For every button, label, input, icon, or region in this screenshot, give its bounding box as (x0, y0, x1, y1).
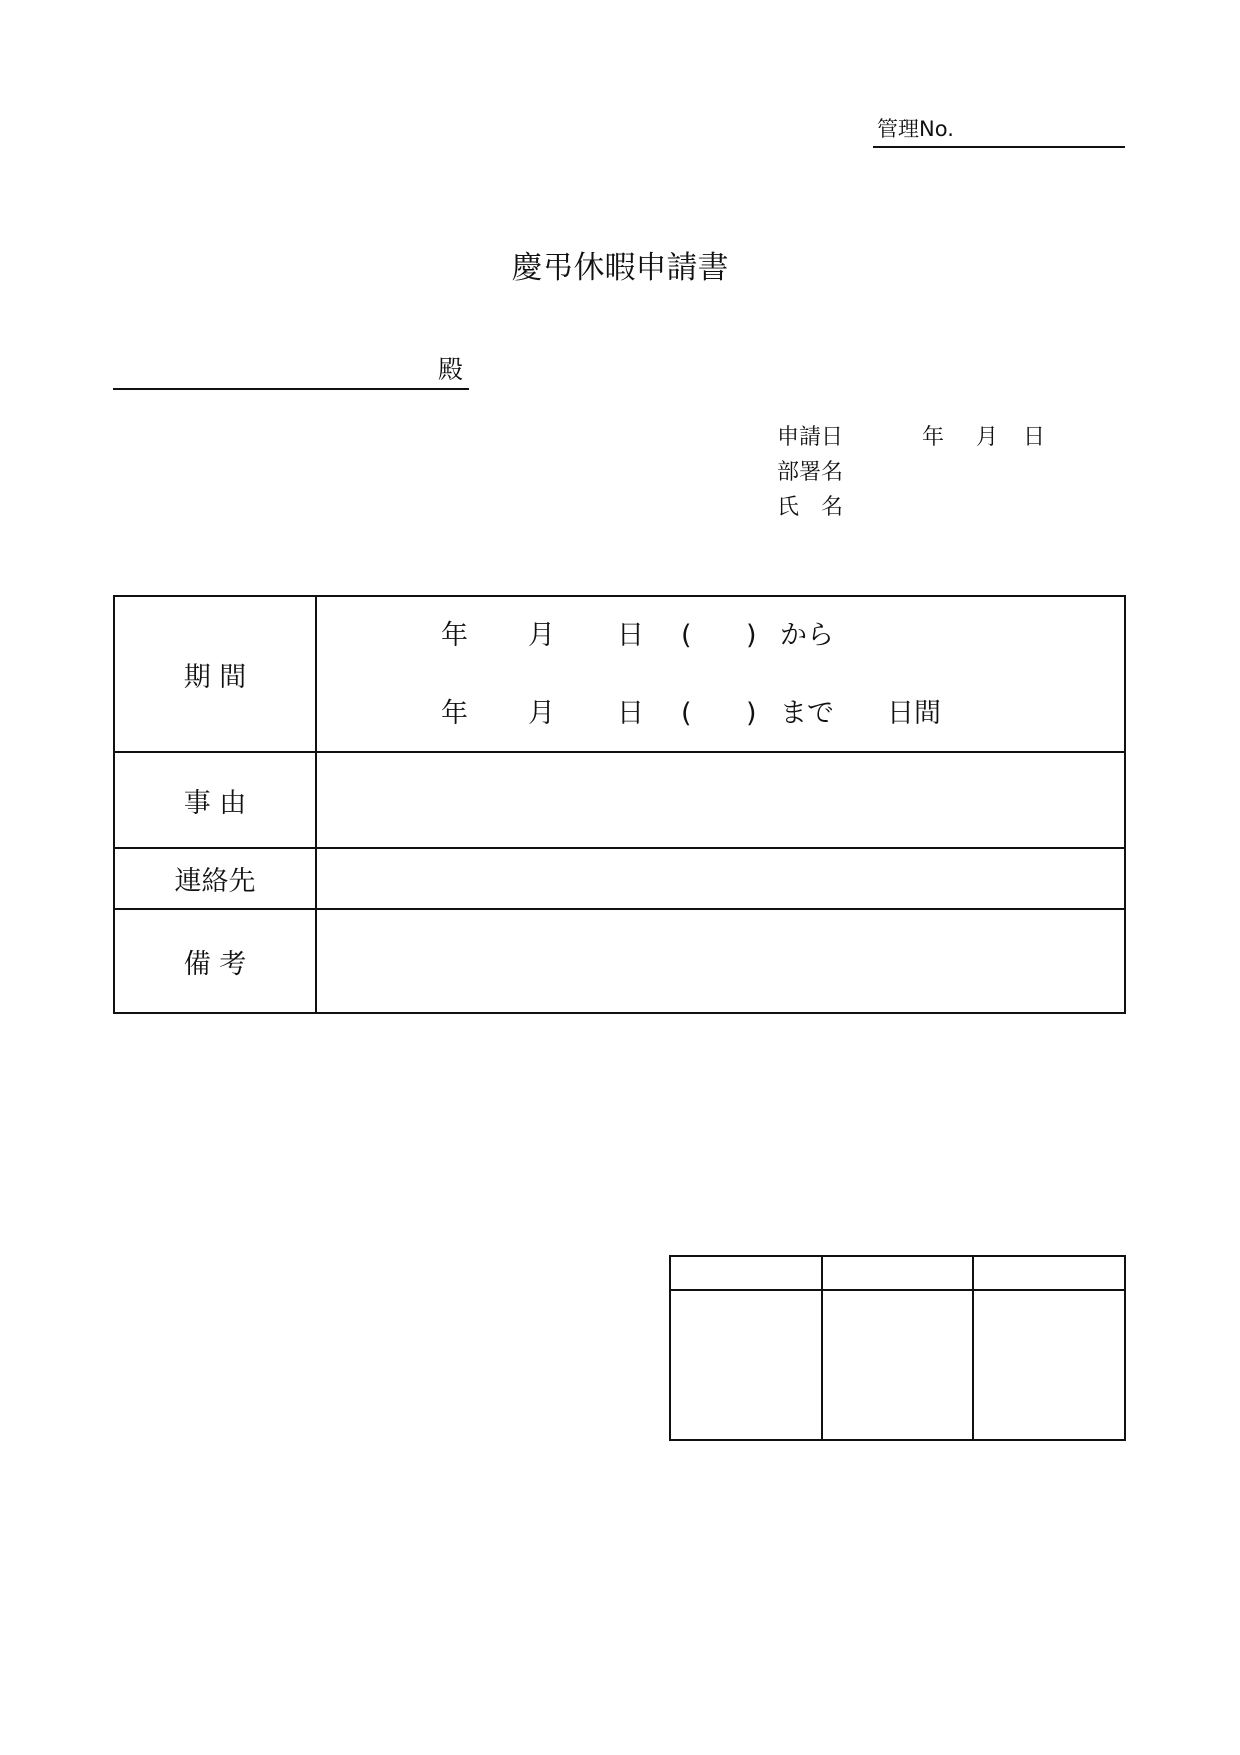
page-title: 慶弔休暇申請書 (511, 250, 729, 286)
reason-label: 事 由 (115, 753, 317, 847)
period-to-month: 月 (528, 698, 555, 729)
period-input-area[interactable] (317, 597, 1124, 751)
addressee-field[interactable] (113, 354, 469, 390)
period-row (115, 597, 1124, 753)
approval-stamp-row (671, 1291, 1124, 1439)
application-date-day: 日 (1023, 425, 1046, 450)
period-to-paren-open: ( (681, 698, 692, 729)
contact-label: 連絡先 (115, 849, 317, 908)
approval-stamp-cell[interactable] (823, 1291, 975, 1439)
period-label: 期 間 (115, 597, 317, 751)
approval-header-cell[interactable] (671, 1257, 823, 1289)
reason-input-area[interactable] (317, 753, 1124, 847)
control-number-label: 管理No. (877, 117, 954, 141)
period-from-paren-open: ( (681, 620, 692, 651)
period-from-month: 月 (528, 620, 555, 651)
period-from-year: 年 (441, 620, 468, 651)
contact-row (115, 849, 1124, 910)
period-days-label: 日間 (887, 698, 941, 729)
approval-stamp-cell[interactable] (671, 1291, 823, 1439)
department-label: 部署名 (777, 460, 844, 485)
contact-input-area[interactable] (317, 849, 1124, 908)
application-date-label: 申請日 (777, 425, 844, 450)
period-from-day: 日 (617, 620, 644, 651)
approval-header-cell[interactable] (823, 1257, 975, 1289)
approval-stamp-cell[interactable] (974, 1291, 1124, 1439)
approval-header-cell[interactable] (974, 1257, 1124, 1289)
period-from-suffix: から (780, 620, 834, 651)
application-date-year: 年 (922, 425, 945, 450)
period-to-year: 年 (441, 698, 468, 729)
approval-stamp-table (669, 1255, 1126, 1441)
approval-header-row (671, 1257, 1124, 1291)
applicant-name-label: 氏 名 (777, 495, 844, 520)
period-from-line (317, 616, 1124, 656)
period-to-day: 日 (617, 698, 644, 729)
period-from-paren-close: ) (746, 620, 757, 651)
application-date-month: 月 (976, 425, 999, 450)
remarks-row (115, 910, 1124, 1012)
addressee-honorific: 殿 (437, 355, 463, 384)
leave-form-table (113, 595, 1126, 1014)
period-to-line (317, 694, 1124, 734)
control-number-field[interactable] (873, 114, 1125, 148)
remarks-input-area[interactable] (317, 910, 1124, 1012)
period-to-suffix: まで (780, 698, 834, 729)
period-to-paren-close: ) (746, 698, 757, 729)
reason-row (115, 753, 1124, 849)
remarks-label: 備 考 (115, 910, 317, 1012)
